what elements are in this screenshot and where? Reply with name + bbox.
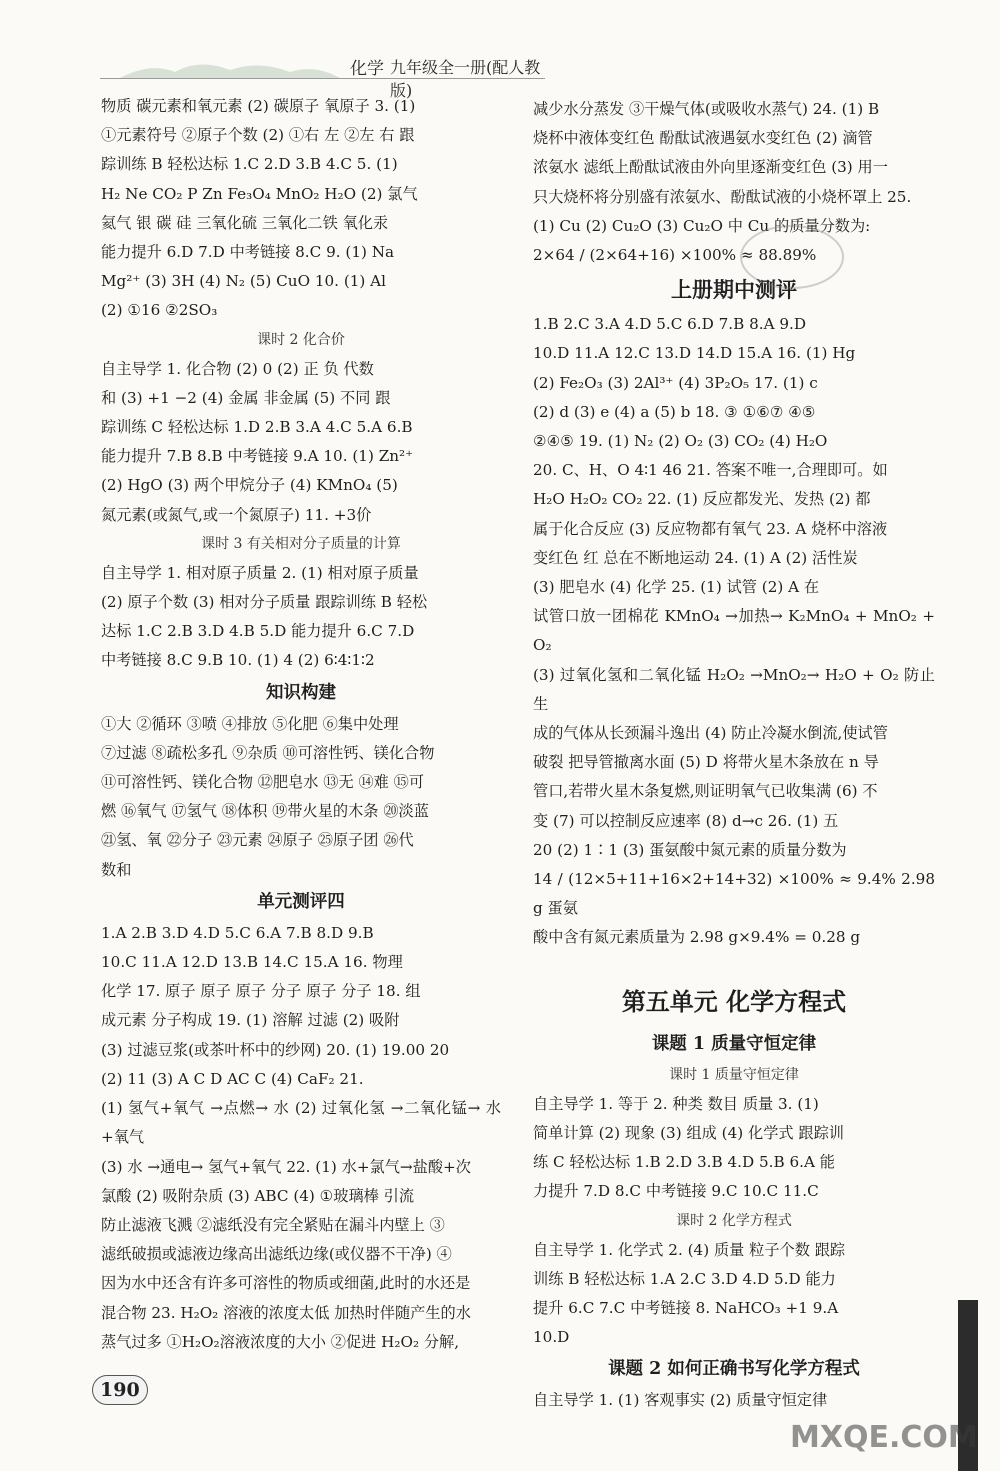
answer-line: 能力提升 7.B 8.B 中考链接 9.A 10. (1) Zn²⁺: [101, 447, 414, 466]
answer-line: 10.C 11.A 12.D 13.B 14.C 15.A 16. 物理: [101, 953, 403, 972]
answer-line: 管口,若带火星木条复燃,则证明氧气已收集满 (6) 不: [533, 782, 878, 801]
answer-line: H₂ Ne CO₂ P Zn Fe₃O₄ MnO₂ H₂O (2) 氯气: [101, 184, 418, 203]
answer-line: 减少水分蒸发 ③干燥气体(或吸收水蒸气) 24. (1) B: [533, 100, 880, 118]
answer-line: 1.B 2.C 3.A 4.D 5.C 6.D 7.B 8.A 9.D: [533, 315, 807, 334]
answer-line: 自主导学 1. 化学式 2. (4) 质量 粒子个数 跟踪: [533, 1240, 846, 1259]
answer-line: 自主导学 1. (1) 客观事实 (2) 质量守恒定律: [533, 1391, 828, 1410]
answer-line: 氯酸 (2) 吸附杂质 (3) ABC (4) ①玻璃棒 引流: [101, 1186, 415, 1205]
page-number: 190: [92, 1375, 148, 1405]
answer-line: 练 C 轻松达标 1.B 2.D 3.B 4.D 5.B 6.A 能: [533, 1153, 835, 1172]
lesson-heading: 课时 3 有关相对分子质量的计算: [201, 535, 401, 552]
answer-line: 化学 17. 原子 原子 原子 分子 原子 分子 18. 组: [101, 982, 421, 1001]
answer-line: (3) 过滤豆浆(或茶叶杯中的纱网) 20. (1) 19.00 20: [101, 1040, 450, 1059]
answer-line: 自主导学 1. 等于 2. 种类 数目 质量 3. (1): [533, 1094, 819, 1113]
lesson-heading: 课时 2 化合价: [257, 331, 345, 348]
answer-line: 1.A 2.B 3.D 4.D 5.C 6.A 7.B 8.D 9.B: [101, 923, 374, 942]
answer-line: ⑪可溶性钙、镁化合物 ⑫肥皂水 ⑬无 ⑭难 ⑮可: [101, 773, 425, 792]
watermark-site: MXQE.COM: [790, 1420, 978, 1455]
answer-line: 物质 碳元素和氧元素 (2) 碳原子 氧原子 3. (1): [101, 97, 416, 115]
lesson-heading: 课时 2 化学方程式: [676, 1212, 792, 1229]
answer-line: (2) HgO (3) 两个甲烷分子 (4) KMnO₄ (5): [101, 476, 398, 495]
answer-line: ㉑氢、氧 ㉒分子 ㉓元素 ㉔原子 ㉕原子团 ㉖代: [101, 831, 414, 850]
section-heading: 知识构建: [266, 682, 336, 703]
answer-line: 试管口放一团棉花 KMnO₄ →加热→ K₂MnO₄ + MnO₂ + O₂: [533, 607, 935, 655]
answer-line: 酸中含有氮元素质量为 2.98 g×9.4% = 0.28 g: [533, 928, 861, 947]
section-heading: 单元测评四: [257, 891, 345, 912]
answer-line: 因为水中还含有许多可溶性的物质或细菌,此时的水还是: [101, 1274, 471, 1293]
answer-line: 滤纸破损或滤液边缘高出滤纸边缘(或仪器不干净) ④: [101, 1245, 452, 1264]
answer-line: 混合物 23. H₂O₂ 溶液的浓度太低 加热时伴随产生的水: [101, 1303, 471, 1322]
answer-line: ①元素符号 ②原子个数 (2) ①右 左 ②左 右 跟: [101, 126, 415, 145]
answer-line: 训练 B 轻松达标 1.A 2.C 3.D 4.D 5.D 能力: [533, 1269, 836, 1288]
answer-line: (3) 过氧化氢和二氧化锰 H₂O₂ →MnO₂→ H₂O + O₂ 防止生: [533, 665, 935, 713]
header-rule: [100, 78, 545, 79]
header-subject: 化学: [350, 59, 384, 79]
left-column: [101, 92, 501, 1357]
answer-line: (2) ①16 ②2SO₃: [101, 301, 218, 320]
answer-line: (3) 水 →通电→ 氢气+氧气 22. (1) 水+氯气→盐酸+次: [101, 1157, 471, 1176]
answer-line: 达标 1.C 2.B 3.D 4.B 5.D 能力提升 6.C 7.D: [101, 622, 415, 641]
answer-line: 蒸气过多 ①H₂O₂溶液浓度的大小 ②促进 H₂O₂ 分解,: [101, 1332, 460, 1351]
answer-line: 提升 6.C 7.C 中考链接 8. NaHCO₃ +1 9.A: [533, 1298, 839, 1317]
answer-line: 燃 ⑯氧气 ⑰氢气 ⑱体积 ⑲带火星的木条 ⑳淡蓝: [101, 802, 429, 821]
formula-line: 14 / (12×5+11+16×2+14+32) ×100% ≈ 9.4% 2.98 g 蛋氨: [533, 870, 935, 918]
answer-line: 数和: [101, 860, 132, 879]
answer-line: 氮元素(或氮气,或一个氮原子) 11. +3价: [101, 505, 372, 524]
header-book-title: 九年级全一册(配人教版): [390, 58, 541, 100]
answer-line: ①大 ②循环 ③喷 ④排放 ⑤化肥 ⑥集中处理: [101, 714, 399, 733]
answer-line: 中考链接 8.C 9.B 10. (1) 4 (2) 6∶4∶1∶2: [101, 651, 375, 670]
answer-line: 变红色 红 总在不断地运动 24. (1) A (2) 活性炭: [533, 548, 858, 567]
answer-line: ⑦过滤 ⑧疏松多孔 ⑨杂质 ⑩可溶性钙、镁化合物: [101, 743, 435, 762]
answer-line: 踪训练 B 轻松达标 1.C 2.D 3.B 4.C 5. (1): [101, 155, 398, 174]
mountain-cloud-icon: [120, 54, 340, 80]
right-column: [533, 95, 935, 1416]
answer-line: 20. C、H、O 4∶1 46 21. 答案不唯一,合理即可。如: [533, 461, 888, 480]
answer-line: 自主导学 1. 相对原子质量 2. (1) 相对原子质量: [101, 563, 419, 582]
answer-line: 能力提升 6.D 7.D 中考链接 8.C 9. (1) Na: [101, 243, 395, 262]
section-heading: 上册期中测评: [671, 277, 797, 303]
answer-line: 烧杯中液体变红色 酚酞试液遇氨水变红色 (2) 滴管: [533, 129, 873, 148]
answer-line: (2) d (3) e (4) a (5) b 18. ③ ①⑥⑦ ④⑤: [533, 402, 816, 421]
answer-line: 成元素 分子构成 19. (1) 溶解 过滤 (2) 吸附: [101, 1011, 400, 1030]
answer-line: Mg²⁺ (3) 3H (4) N₂ (5) CuO 10. (1) Al: [101, 272, 386, 291]
answer-line: 变 (7) 可以控制反应速率 (8) d→c 26. (1) 五: [533, 811, 839, 830]
answer-line: 属于化合反应 (3) 反应物都有氧气 23. A 烧杯中溶液: [533, 519, 888, 538]
answer-line: 只大烧杯将分别盛有浓氨水、酚酞试液的小烧杯罩上 25.: [533, 187, 912, 206]
watermark-stamp: [740, 225, 844, 289]
answer-line: 自主导学 1. 化合物 (2) 0 (2) 正 负 代数: [101, 359, 374, 378]
answer-line: 10.D 11.A 12.C 13.D 14.D 15.A 16. (1) Hg: [533, 344, 856, 363]
topic-heading: 课题 1 质量守恒定律: [651, 1033, 817, 1054]
answer-line: 氦气 银 碳 硅 三氧化硫 三氧化二铁 氧化汞: [101, 213, 389, 232]
answer-line: 成的气体从长颈漏斗逸出 (4) 防止冷凝水倒流,使试管: [533, 724, 888, 743]
answer-line: (2) 11 (3) A C D AC C (4) CaF₂ 21.: [101, 1069, 364, 1088]
answer-line: 踪训练 C 轻松达标 1.D 2.B 3.A 4.C 5.A 6.B: [101, 418, 413, 437]
answer-line: ②④⑤ 19. (1) N₂ (2) O₂ (3) CO₂ (4) H₂O: [533, 432, 828, 451]
answer-line: (1) Cu (2) Cu₂O (3) Cu₂O 中 Cu 的质量分数为:: [533, 216, 871, 235]
answer-line: 和 (3) +1 −2 (4) 金属 非金属 (5) 不同 跟: [101, 388, 391, 407]
answer-line: (3) 肥皂水 (4) 化学 25. (1) 试管 (2) A 在: [533, 578, 820, 597]
lesson-heading: 课时 1 质量守恒定律: [669, 1066, 799, 1083]
formula-line: 2×64 / (2×64+16) ×100% ≈ 88.89%: [533, 246, 817, 265]
answer-line: 力提升 7.D 8.C 中考链接 9.C 10.C 11.C: [533, 1182, 819, 1201]
answer-line: H₂O H₂O₂ CO₂ 22. (1) 反应都发光、发热 (2) 都: [533, 490, 871, 509]
answer-line: 防止滤液飞溅 ②滤纸没有完全紧贴在漏斗内壁上 ③: [101, 1215, 445, 1234]
answer-line: 浓氨水 滤纸上酚酞试液由外向里逐渐变红色 (3) 用一: [533, 158, 888, 177]
topic-heading: 课题 2 如何正确书写化学方程式: [608, 1359, 860, 1380]
answer-line: 10.D: [533, 1328, 570, 1347]
answer-line: (2) Fe₂O₃ (3) 2Al³⁺ (4) 3P₂O₅ 17. (1) c: [533, 373, 818, 392]
unit-title: 第五单元 化学方程式: [621, 986, 847, 1016]
answer-line: 简单计算 (2) 现象 (3) 组成 (4) 化学式 跟踪训: [533, 1123, 844, 1142]
page-header: [100, 44, 545, 100]
answer-line: (1) 氢气+氧气 →点燃→ 水 (2) 过氧化氢 →二氧化锰→ 水+氧气: [101, 1099, 501, 1147]
answer-line: 破裂 把导管撤离水面 (5) D 将带火星木条放在 n 导: [533, 753, 879, 772]
answer-line: (2) 原子个数 (3) 相对分子质量 跟踪训练 B 轻松: [101, 593, 428, 612]
answer-line: 20 (2) 1∶1 (3) 蛋氨酸中氮元素的质量分数为: [533, 840, 847, 859]
